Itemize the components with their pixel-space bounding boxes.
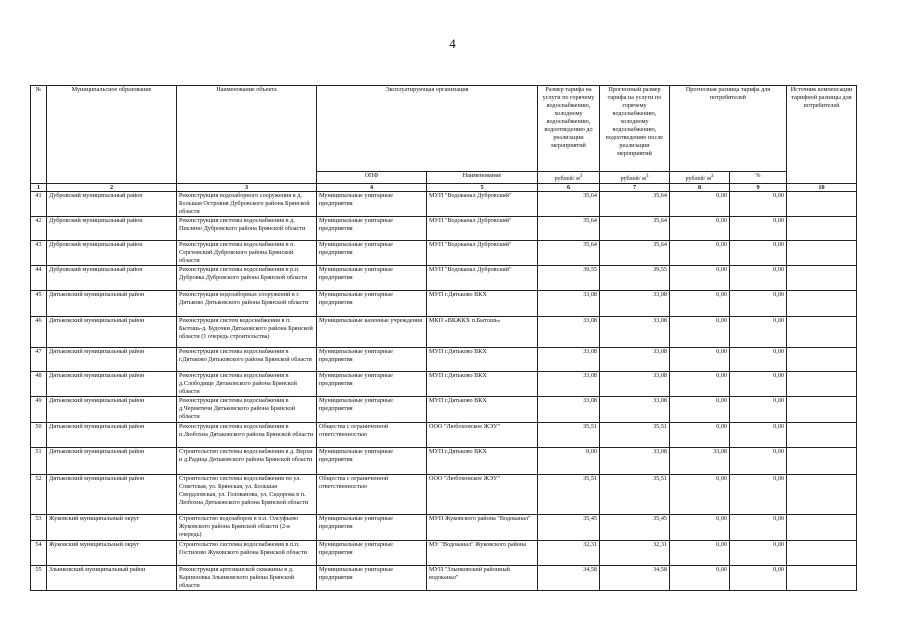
organization-cell: МУП г.Дятьково ВКХ [427,291,538,317]
object-cell: Реконструкция системы водоснабжения в п.Любохна Дятьковского района Брянской области [177,423,317,448]
opf-cell: Муниципальные унитарные предприятия [317,397,427,423]
opf-cell: Муниципальные унитарные предприятия [317,348,427,372]
source-cell [787,475,857,515]
header-unit-8: рублей/ $м^3$ [670,172,730,184]
header-municipality: Муниципальсное образование [47,86,177,184]
organization-cell: МУП г.Дятьково ВКХ [427,372,538,397]
tariff-after-cell: 32,31 [600,541,670,566]
tariff-diff-rub-cell: 0,00 [670,317,730,348]
table-row [31,566,857,591]
tariff-diff-rub-cell: 0,00 [670,241,730,266]
table-row [31,348,857,372]
header-unit-7: рублей/ $м^3$ [600,172,670,184]
row-number: 52 [31,475,47,515]
tariff-diff-pct-cell: 0,00 [730,348,787,372]
tariff-before-cell: 35,64 [538,192,600,217]
row-number: 43 [31,241,47,266]
table-row [31,423,857,448]
tariff-before-cell: 35,64 [538,217,600,241]
municipality-cell: Дятьковский муниципальный район [47,372,177,397]
row-number: 51 [31,448,47,475]
tariff-diff-rub-cell: 0,00 [670,217,730,241]
header-object: Наименование объекта [177,86,317,184]
municipality-cell: Дятьковский муниципальный район [47,348,177,372]
municipality-cell: Дятьковский муниципальный район [47,397,177,423]
header-unit-9: % [730,172,787,184]
header-unit-6: рублей/ $м^3$ [538,172,600,184]
organization-cell: МУП "Водоканал Дубровский" [427,241,538,266]
tariff-after-cell: 35,51 [600,475,670,515]
object-cell: Реконструкция системы водоснабжения в р.п. Дубровка Дубровского района Брянской области [177,266,317,291]
organization-cell: МУ "Водоканал" Жуковского района [427,541,538,566]
municipality-cell: Дубровский муниципальный район [47,192,177,217]
source-cell [787,192,857,217]
object-cell: Строительство системы водоснабжения в д. Верхи и д.Радица Дятьковского района Брянской области [177,448,317,475]
opf-cell: Муниципальные казенные учреждения [317,317,427,348]
municipality-cell: Дятьковский муниципальный район [47,475,177,515]
table-row [31,241,857,266]
source-cell [787,372,857,397]
organization-cell: МУП "Злынковский районный водоканал" [427,566,538,591]
row-number: 53 [31,515,47,541]
table-row [31,541,857,566]
source-cell [787,317,857,348]
row-number: 49 [31,397,47,423]
object-cell: Строительство системы водоснабжения в п.п. Гостилово Жуковского района Брянской области [177,541,317,566]
tariff-before-cell: 32,31 [538,541,600,566]
municipality-cell: Дятьковский муниципальный район [47,317,177,348]
organization-cell: МУП "Водоканал Дубровский" [427,217,538,241]
tariff-diff-pct-cell: 0,00 [730,448,787,475]
header-operator: Эксплуатирующая организация [317,86,538,172]
tariff-diff-rub-cell: 0,00 [670,515,730,541]
tariff-after-cell: 35,51 [600,423,670,448]
object-cell: Реконструкция систем водоснабжения в п. Бытошь-д. Будочки Дятьковского района Брянской области (1 очередь строительства) [177,317,317,348]
tariff-before-cell: 35,45 [538,515,600,541]
row-number: 47 [31,348,47,372]
tariff-after-cell: 33,08 [600,291,670,317]
tariff-diff-rub-cell: 0,00 [670,397,730,423]
tariff-after-cell: 35,64 [600,217,670,241]
tariff-diff-rub-cell: 0,00 [670,266,730,291]
opf-cell: Муниципальные унитарные предприятия [317,541,427,566]
source-cell [787,241,857,266]
tariff-after-cell: 33,08 [600,372,670,397]
opf-cell: Муниципальные унитарные предприятия [317,217,427,241]
object-cell: Реконструкция системы водоснабжения в п. Сергеевский Дубровского района Брянской области [177,241,317,266]
municipality-cell: Дубровский муниципальный район [47,217,177,241]
source-cell [787,291,857,317]
table-row [31,475,857,515]
municipality-cell: Жуковский муниципальный округ [47,515,177,541]
tariff-diff-rub-cell: 0,00 [670,372,730,397]
tariff-before-cell: 33,08 [538,348,600,372]
tariff-after-cell: 35,64 [600,241,670,266]
opf-cell: Муниципальные унитарные предприятия [317,515,427,541]
municipality-cell: Жуковский муниципальный округ [47,541,177,566]
tariff-diff-rub-cell: 0,00 [670,475,730,515]
municipality-cell: Дубровский муниципальный район [47,266,177,291]
header-name: Наименование [427,172,538,184]
tariff-diff-pct-cell: 0,00 [730,217,787,241]
municipality-cell: Дятьковский муниципальный район [47,423,177,448]
tariff-before-cell: 35,64 [538,241,600,266]
row-number: 50 [31,423,47,448]
row-number: 48 [31,372,47,397]
table-row [31,291,857,317]
tariff-diff-pct-cell: 0,00 [730,241,787,266]
object-cell: Реконструкция системы водоснабжения в д. Пеклино Дубровского района Брянской области [177,217,317,241]
page-number: 4 [449,36,456,51]
column-index: 4 [317,184,427,192]
header-source: Источник компенсации тарифной разницы для потребителей [787,86,857,184]
source-cell [787,541,857,566]
tariff-after-cell: 33,08 [600,348,670,372]
tariff-diff-rub-cell: 0,00 [670,291,730,317]
source-cell [787,515,857,541]
row-number: 42 [31,217,47,241]
row-number: 45 [31,291,47,317]
table-row [31,448,857,475]
tariff-diff-pct-cell: 0,00 [730,423,787,448]
header-tariff-size: Размер тарифа на услуги по горячему водоснабжению, холодному водоснабжению, водоотведению до реализации мероприятий [538,86,600,172]
header-opf: ОПФ [317,172,427,184]
organization-cell: МУП г.Дятьково ВКХ [427,448,538,475]
row-number: 54 [31,541,47,566]
tariff-before-cell: 33,08 [538,372,600,397]
tariff-after-cell: 33,08 [600,397,670,423]
row-number: 55 [31,566,47,591]
tariff-after-cell: 35,45 [600,515,670,541]
object-cell: Реконструкция артезианской скважины в д. Карпиловка Злынковского района Брянской области [177,566,317,591]
tariff-before-cell: 33,08 [538,397,600,423]
municipality-cell: Дятьковский муниципальный район [47,291,177,317]
tariff-diff-pct-cell: 0,00 [730,266,787,291]
tariff-diff-pct-cell: 0,00 [730,317,787,348]
tariff-before-cell: 34,58 [538,566,600,591]
column-index: 1 [31,184,47,192]
object-cell: Реконструкция водозаборного сооружения в д. Большая Островня Дубровского района Брянской области [177,192,317,217]
object-cell: Реконструкция водозаборных сооружений в г. Дятьково Дятьковского района Брянской области [177,291,317,317]
tariff-diff-pct-cell: 0,00 [730,566,787,591]
table-row [31,266,857,291]
table-row [31,217,857,241]
tariff-before-cell: 39,55 [538,266,600,291]
tariff-after-cell: 33,08 [600,448,670,475]
tariff-diff-rub-cell: 0,00 [670,192,730,217]
organization-cell: ООО "Любохонское ЖЭУ" [427,475,538,515]
column-index: 6 [538,184,600,192]
object-cell: Реконструкция системы водоснабжения в д.Чернятичи Дятьковского района Брянской области [177,397,317,423]
tariff-before-cell: 35,51 [538,423,600,448]
column-index: 9 [730,184,787,192]
object-cell: Строительство системы водоснабжения по ул. Советская, ул. Брянская, ул. Большая Свердловская, ул. Голованова, ул. Сидорова в п. Любохна Дятьковского района Брянской области [177,475,317,515]
tariff-after-cell: 34,58 [600,566,670,591]
tariff-diff-pct-cell: 0,00 [730,541,787,566]
source-cell [787,423,857,448]
header-tariff-diff: Прогнозная разница тарифа для потребителей [670,86,787,172]
tariff-diff-rub-cell: 0,00 [670,541,730,566]
row-number: 41 [31,192,47,217]
organization-cell: МУП "Водоканал Дубровский" [427,266,538,291]
column-index-row [31,184,857,192]
column-index: 2 [47,184,177,192]
organization-cell: МУП Жуковского района "Водоканал" [427,515,538,541]
organization-cell: МУП г.Дятьково ВКХ [427,397,538,423]
tariff-before-cell: 33,08 [538,317,600,348]
table-row [31,372,857,397]
source-cell [787,448,857,475]
header-tariff-forecast: Прогнозный размер тарифа на услуги по горячему водоснабжению, холодному водоснабжению, водоотведению после реализации мероприятий [600,86,670,172]
tariff-diff-pct-cell: 0,00 [730,475,787,515]
tariff-diff-rub-cell: 33,08 [670,448,730,475]
tariff-diff-rub-cell: 0,00 [670,566,730,591]
tariff-before-cell: 35,51 [538,475,600,515]
source-cell [787,397,857,423]
tariff-before-cell: 0,00 [538,448,600,475]
opf-cell: Муниципальные унитарные предприятия [317,448,427,475]
opf-cell: Муниципальные унитарные предприятия [317,566,427,591]
source-cell [787,348,857,372]
object-cell: Реконструкция системы водоснабжения в д.Слободище Дятьковского района Брянской области [177,372,317,397]
tariff-diff-rub-cell: 0,00 [670,348,730,372]
tariff-table [30,85,857,591]
municipality-cell: Дятьковский муниципальный район [47,448,177,475]
table-row [31,192,857,217]
table-row [31,317,857,348]
tariff-diff-pct-cell: 0,00 [730,515,787,541]
header-no: № [31,86,47,184]
column-index: 5 [427,184,538,192]
column-index: 10 [787,184,857,192]
opf-cell: Муниципальные унитарные предприятия [317,291,427,317]
tariff-diff-pct-cell: 0,00 [730,291,787,317]
tariff-diff-pct-cell: 0,00 [730,397,787,423]
source-cell [787,566,857,591]
column-index: 3 [177,184,317,192]
opf-cell: Общества с ограниченной ответственностью [317,475,427,515]
object-cell: Строительство водозаборов в п.п. Олсуфьево Жуковского района Брянской области (2-я очередь) [177,515,317,541]
tariff-after-cell: 39,55 [600,266,670,291]
row-number: 44 [31,266,47,291]
tariff-after-cell: 35,64 [600,192,670,217]
tariff-diff-pct-cell: 0,00 [730,372,787,397]
organization-cell: МУП г.Дятьково ВКХ [427,348,538,372]
tariff-diff-rub-cell: 0,00 [670,423,730,448]
opf-cell: Общества с ограниченной ответственностью [317,423,427,448]
row-number: 46 [31,317,47,348]
tariff-diff-pct-cell: 0,00 [730,192,787,217]
column-index: 7 [600,184,670,192]
organization-cell: МУП "Водоканал Дубровский" [427,192,538,217]
tariff-after-cell: 33,08 [600,317,670,348]
opf-cell: Муниципальные унитарные предприятия [317,192,427,217]
opf-cell: Муниципальные унитарные предприятия [317,372,427,397]
tariff-before-cell: 33,08 [538,291,600,317]
source-cell [787,266,857,291]
table-body [31,192,857,591]
municipality-cell: Злынковский муниципальный район [47,566,177,591]
municipality-cell: Дубровский муниципальный район [47,241,177,266]
opf-cell: Муниципальные унитарные предприятия [317,241,427,266]
opf-cell: Муниципальные унитарные предприятия [317,266,427,291]
object-cell: Реконструкция системы водоснабжения в г.Дятьково Дятьковского района Брянской области [177,348,317,372]
organization-cell: ООО "Любохонское ЖЭУ" [427,423,538,448]
column-index: 8 [670,184,730,192]
organization-cell: МКП «ВКЖКХ п.Бытошь» [427,317,538,348]
table-row [31,397,857,423]
source-cell [787,217,857,241]
table-row [31,515,857,541]
